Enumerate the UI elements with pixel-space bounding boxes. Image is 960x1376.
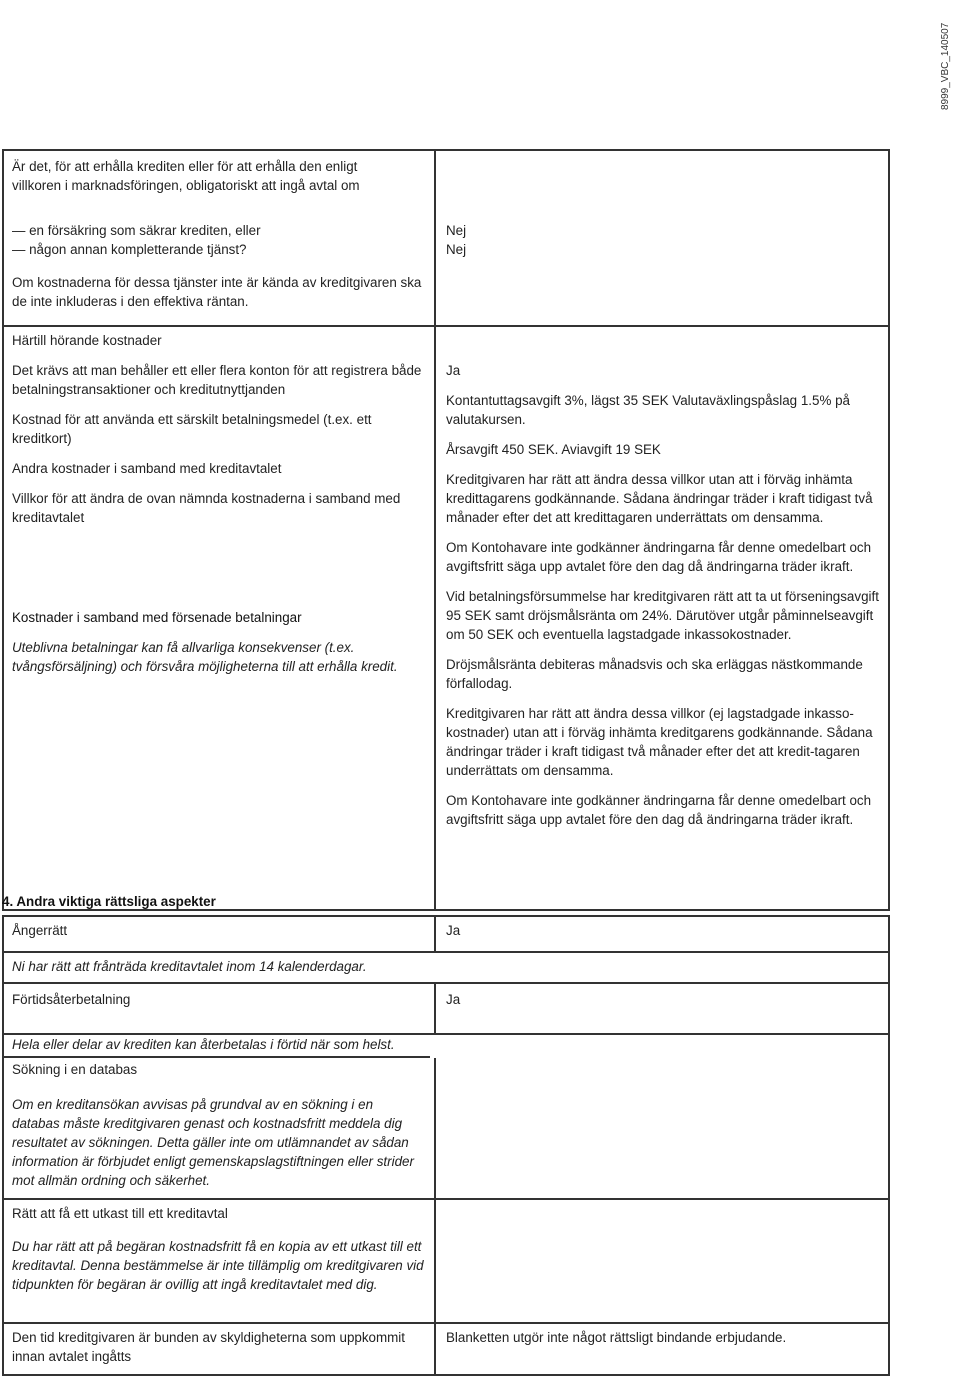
binding-period-value: Blanketten utgör inte något rättsligt bindande erbjudande. xyxy=(446,1330,787,1345)
binding-period-value-cell xyxy=(435,1323,889,1375)
database-search-note: Om en kreditansökan avvisas på grundval av en sökning i en databas måste kreditgivaren genast och kostnadsfritt meddela dig resultatet av sökningen. Detta gäller inte om utlämnandet av sådan information är förbjudet enligt gemenskapslagstiftningen eller strider mot allmän ordning och säkerhet. xyxy=(12,1097,414,1188)
section-title: 4. Andra viktiga rättsliga aspekter xyxy=(2,894,216,909)
withdrawal-right-value: Ja xyxy=(446,923,461,938)
early-repayment-note: Hela eller delar av krediten kan återbetalas i förtid när som helst. xyxy=(4,1035,430,1058)
insurance-question: Är det, för att erhålla krediten eller för att erhålla den enligt villkoren i marknadsföringen, obligatoriskt att ingå avtal om xyxy=(12,159,360,193)
table-row xyxy=(3,952,889,983)
late-conditions-change-value: Kreditgivaren har rätt att ändra dessa villkor (ej lagstadgade inkasso-kostnader) utan att i förväg inhämta kreditgarens godkännande. Sådana ändringar träder i kraft tidigast två månader efter det att kredit-tagaren underrättats om densamma. xyxy=(446,706,873,778)
change-conditions-label: Villkor för att ändra de ovan nämnda kostnaderna i samband med kreditavtalet xyxy=(12,491,401,525)
insurance-question-cell xyxy=(3,150,435,326)
draft-agreement-value-cell xyxy=(435,1199,889,1323)
early-repayment-label-cell xyxy=(3,983,435,1034)
termination-right-value: Om Kontohavare inte godkänner ändringarna får denne omedelbart och avgiftsfritt säga upp avtalet före den dag då ändringarna träder ikraft. xyxy=(446,540,872,574)
table-row xyxy=(3,916,889,952)
withdrawal-right-value-cell xyxy=(435,916,889,952)
insurance-answer: Nej xyxy=(446,223,467,238)
late-payment-warning: Uteblivna betalningar kan få allvarliga konsekvenser (t.ex. tvångsförsäljning) och försvåra möjligheterna till att erhålla kredit. xyxy=(12,640,398,674)
binding-period-label-cell xyxy=(3,1323,435,1375)
payment-means-cost-label: Kostnad för att använda ett särskilt betalningsmedel (t.ex. ett kreditkort) xyxy=(12,412,372,446)
insurance-answer-cell xyxy=(435,150,889,326)
early-repayment-note-cell xyxy=(3,1034,889,1058)
related-costs-cell xyxy=(3,326,435,910)
related-costs-heading: Härtill hörande kostnader xyxy=(12,333,162,348)
insurance-note: Om kostnaderna för dessa tjänster inte är kända av kreditgivaren ska de inte inkluderas i den effektiva räntan. xyxy=(12,275,422,309)
document-id: 8999_VBC_140507 xyxy=(940,22,951,110)
other-costs-value: Årsavgift 450 SEK. Aviavgift 19 SEK xyxy=(446,442,661,457)
change-conditions-value: Kreditgivaren har rätt att ändra dessa villkor utan att i förväg inhämta kredittagarens godkännande. Sådana ändringar träder i kraft tidigast två månader efter det att kredittagaren underrättats om densamma. xyxy=(446,472,873,525)
table-row xyxy=(3,1058,889,1199)
early-repayment-value-cell xyxy=(435,983,889,1034)
draft-agreement-note: Du har rätt att på begäran kostnadsfritt få en kopia av ett utkast till ett kreditavtal. Denna bestämmelse är inte tillämplig om kreditgivaren vid tidpunkten för begäran är ovillig att ingå kreditavtalet med dig. xyxy=(12,1239,424,1292)
database-search-label: Sökning i en databas xyxy=(12,1062,138,1077)
withdrawal-note: Ni har rätt att frånträda kreditavtalet inom 14 kalenderdagar. xyxy=(12,959,367,974)
draft-agreement-cell xyxy=(3,1199,435,1323)
account-requirement-value: Ja xyxy=(446,363,461,378)
database-search-value-cell xyxy=(435,1058,889,1199)
early-repayment-value: Ja xyxy=(446,992,461,1007)
insurance-option: — en försäkring som säkrar krediten, eller xyxy=(12,223,261,238)
table-row xyxy=(3,150,889,326)
table-row xyxy=(3,326,889,910)
early-repayment-label: Förtidsåterbetalning xyxy=(12,992,131,1007)
withdrawal-right-label: Ångerrätt xyxy=(12,923,68,938)
related-costs-values-cell xyxy=(435,326,889,910)
payment-means-cost-value: Kontantuttagsavgift 3%, lägst 35 SEK Valutaväxlingspåslag 1.5% på valutakursen. xyxy=(446,393,850,427)
withdrawal-right-label-cell xyxy=(3,916,435,952)
late-termination-right-value: Om Kontohavare inte godkänner ändringarna får denne omedelbart och avgiftsfritt säga upp avtalet före den dag då ändringarna träder ikraft. xyxy=(446,793,872,827)
late-payment-fees-value: Vid betalningsförsummelse har kreditgivaren rätt att ta ut förseningsavgift 95 SEK samt dröjsmålsränta om 24%. Därutöver utgår påminnelseavgift om 50 SEK och eventuella lagstadgade inkassokostnader. xyxy=(446,589,879,642)
legal-aspects-table xyxy=(2,915,890,1376)
binding-period-label: Den tid kreditgivaren är bunden av skyldigheterna som uppkommit innan avtalet ingåtts xyxy=(12,1330,405,1364)
draft-agreement-label: Rätt att få ett utkast till ett kreditavtal xyxy=(12,1206,228,1221)
table-row xyxy=(3,1199,889,1323)
additional-service-option: — någon annan kompletterande tjänst? xyxy=(12,242,247,257)
withdrawal-note-cell xyxy=(3,952,889,983)
late-payment-heading: Kostnader i samband med försenade betalningar xyxy=(12,610,302,625)
other-costs-label: Andra kostnader i samband med kreditavtalet xyxy=(12,461,282,476)
table-row xyxy=(3,983,889,1034)
default-interest-value: Dröjsmålsränta debiteras månadsvis och ska erläggas nästkommande förfallodag. xyxy=(446,657,863,691)
table-row xyxy=(3,1323,889,1375)
database-search-cell xyxy=(3,1058,435,1199)
table-row xyxy=(3,1034,889,1058)
service-answer: Nej xyxy=(446,242,467,257)
costs-table xyxy=(2,149,890,911)
account-requirement-label: Det krävs att man behåller ett eller flera konton för att registrera både betalningstransaktioner och kreditutnyttjanden xyxy=(12,363,422,397)
